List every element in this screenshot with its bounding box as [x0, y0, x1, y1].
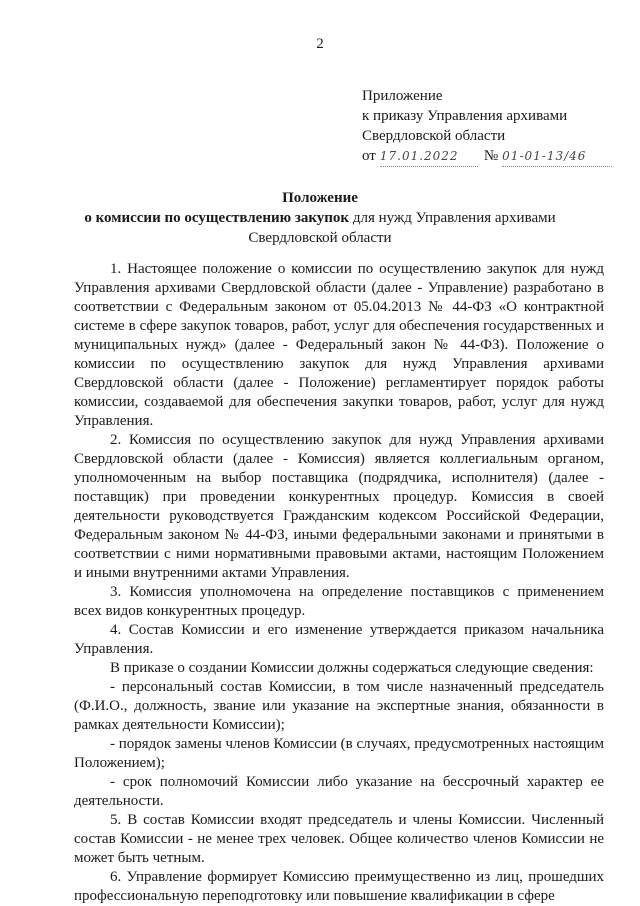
paragraph-order-intro: В приказе о создании Комиссии должны содержаться следующие сведения:: [110, 660, 594, 676]
appendix-block: [362, 86, 612, 167]
list-item-term: - срок полномочий Комиссии либо указание на бессрочный характер ее деятельности.: [74, 774, 604, 809]
handwritten-date: 17.01.2022: [380, 146, 478, 167]
page-number: 2: [316, 36, 324, 52]
document-title: [0, 188, 640, 248]
paragraph-2: 2. Комиссия по осуществлению закупок для нужд Управления архивами Свердловской области (далее - Комиссия) является коллегиальным органом, уполномоченным на выбор поставщика (подрядчика, исполнителя) (далее - поставщик) при проведении конкурентных процедур. Комиссия в своей деятельности руководствуется Гражданским кодексом Российской Федерации, Федеральным законом № 44-ФЗ, иными федеральными законами и принятыми в соответствии с ними нормативными правовыми актами, настоящим Положением и иными внутренними актами Управления.: [74, 432, 604, 581]
handwritten-number: 01-01-13/46: [502, 146, 612, 167]
list-item-replacement: - порядок замены членов Комиссии (в случаях, предусмотренных настоящим Положением);: [74, 736, 604, 771]
title-line-1: Положение: [282, 190, 358, 206]
paragraph-6: 6. Управление формирует Комиссию преимущественно из лиц, прошедших профессиональную переподготовку или повышение квалификации в сфере: [74, 869, 604, 904]
paragraph-5: 5. В состав Комиссии входят председатель и члены Комиссии. Численный состав Комиссии - не менее трех человек. Общее количество членов Комиссии не может быть четным.: [74, 812, 604, 866]
from-label: от: [362, 148, 376, 164]
title-line-2-rest: для нужд Управления архивами: [349, 210, 556, 226]
appendix-line-3: Свердловской области: [362, 128, 506, 144]
document-body: [74, 260, 604, 906]
paragraph-4: 4. Состав Комиссии и его изменение утверждается приказом начальника Управления.: [74, 622, 604, 657]
title-line-3: Свердловской области: [248, 230, 392, 246]
number-label: №: [483, 148, 499, 164]
appendix-line-1: Приложение: [362, 88, 443, 104]
title-line-2-bold: о комиссии по осуществлению закупок: [84, 210, 350, 226]
appendix-line-4: [362, 146, 612, 167]
paragraph-1: 1. Настоящее положение о комиссии по осуществлению закупок для нужд Управления архивами Свердловской области (далее - Управление) разработано в соответствии с Федеральным законом от 05.04.2013 № 44-ФЗ «О контрактной системе в сфере закупок товаров, работ, услуг для обеспечения государственных и муниципальных нужд» (далее - Федеральный закон № 44-ФЗ). Положение о комиссии по осуществлению закупок для нужд Управления архивами Свердловской области (далее - Положение) регламентирует порядок работы комиссии, создаваемой для обеспечения закупки товаров, работ, услуг для нужд Управления.: [74, 261, 604, 429]
appendix-line-2: к приказу Управления архивами: [362, 108, 568, 124]
paragraph-3: 3. Комиссия уполномочена на определение поставщиков с применением всех видов конкурентных процедур.: [74, 584, 604, 619]
list-item-composition: - персональный состав Комиссии, в том числе назначенный председатель (Ф.И.О., должность, звание или указание на экспертные знания, обязанности в рамках деятельности Комиссии);: [74, 679, 604, 733]
